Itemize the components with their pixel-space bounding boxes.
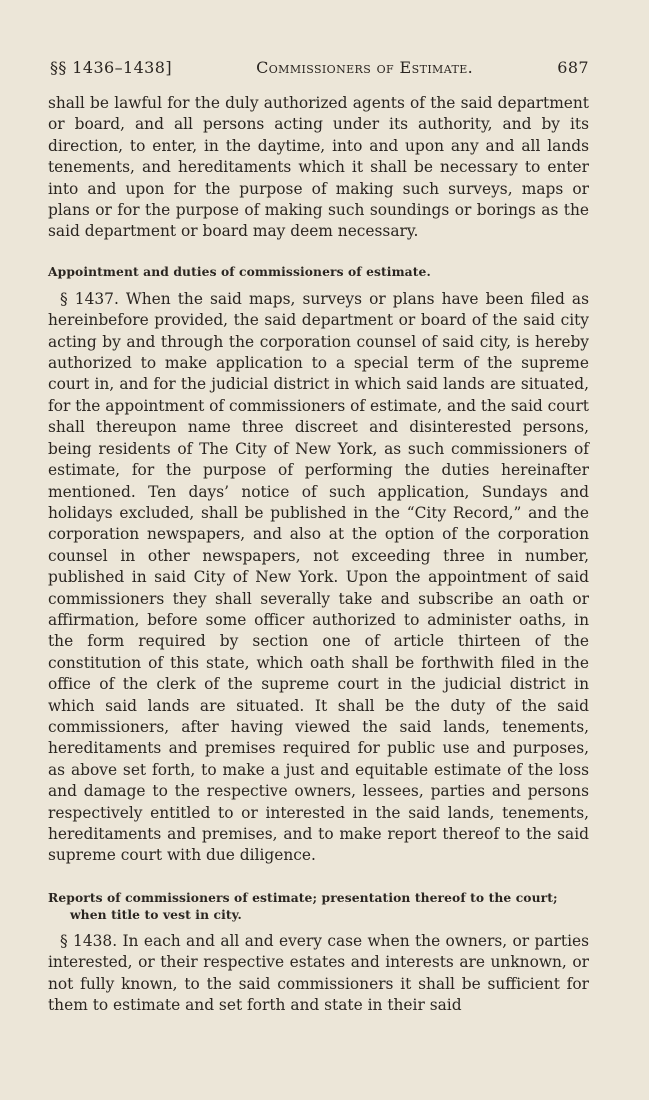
section-1438-paragraph: § 1438. In each and all and every case when the owners, or parties interested, or their respective estates and interests are unknown, or not fully known, to the said commissioners it shall be sufficient for them to estimate and set forth and state in their said bbox=[48, 931, 589, 1015]
running-title: Commissioners of Estimate. bbox=[256, 58, 474, 77]
book-page bbox=[48, 58, 589, 1016]
section-range: §§ 1436–1438] bbox=[50, 58, 172, 77]
page-number: 687 bbox=[557, 58, 589, 77]
section-1438-heading: Reports of commissioners of estimate; presentation thereof to the court; when title to vest in city. bbox=[48, 889, 558, 922]
continuation-paragraph: shall be lawful for the duly authorized agents of the said department or board, and all persons acting under its authority, and by its direction, to enter, in the daytime, into and upon any and all lands tenements, and hereditaments which it shall be necessary to enter into and upon for the purpose of making such surveys, maps or plans or for the purpose of making such soundings or borings as the said department or board may deem necessary. bbox=[48, 94, 589, 241]
section-1437-heading: Appointment and duties of commissioners of estimate. bbox=[48, 263, 431, 279]
section-1437-paragraph: § 1437. When the said maps, surveys or plans have been filed as hereinbefore provided, the said department or board of the said city acting by and through the corporation counsel of said city, is hereby authorized to make application to a special term of the supreme court in, and for the judicial district in which said lands are situated, for the appointment of commissioners of estimate, and the said court shall thereupon name three discreet and disinterested persons, being residents of The City of New York, as such commissioners of estimate, for the purpose of performing the duties hereinafter mentioned. Ten days’ notice of such application, Sundays and holidays excluded, shall be published in the “City Record,” and the corporation newspapers, and also at the option of the corporation counsel in other newspapers, not exceeding three in number, published in said City of New York. Upon the appointment of said commissioners they shall severally take and subscribe an oath or affirmation, before some officer authorized to administer oaths, in the form required by section one of article thirteen of the constitution of this state, which oath shall be forthwith filed in the office of the clerk of the supreme court in the judicial district in which said lands are situated. It shall be the duty of the said commissioners, after having viewed the said lands, tenements, hereditaments and premises required for public use and purposes, as above set forth, to make a just and equitable estimate of the loss and damage to the respective owners, lessees, parties and persons respectively entitled to or interested in the said lands, tenements, hereditaments and premises, and to make report thereof to the said supreme court with due diligence. bbox=[48, 289, 589, 865]
running-head bbox=[48, 58, 589, 77]
